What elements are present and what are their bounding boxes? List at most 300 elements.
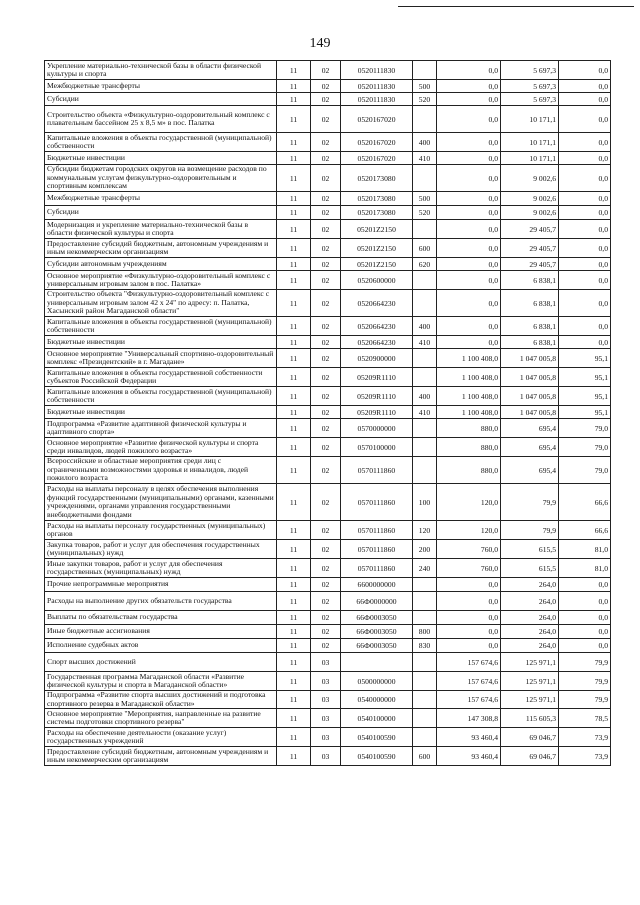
row-name-cell: Расходы на выплаты персоналу государственных (муниципальных) органов [45, 521, 277, 540]
table-row [45, 349, 611, 368]
row-percent-cell: 0,0 [559, 290, 611, 317]
row-subsection-cell: 02 [311, 559, 341, 578]
row-section-cell: 11 [277, 559, 311, 578]
row-expense-type-cell [413, 578, 437, 592]
row-subsection-cell: 02 [311, 93, 341, 106]
row-name-cell: Расходы на обеспечение деятельности (оказание услуг) государственных учреждений [45, 728, 277, 747]
row-plan-cell: 0,0 [437, 611, 501, 625]
row-section-cell: 11 [277, 639, 311, 653]
row-section-cell: 11 [277, 540, 311, 559]
row-percent-cell: 66,6 [559, 521, 611, 540]
row-percent-cell: 79,9 [559, 672, 611, 691]
row-percent-cell: 95,1 [559, 406, 611, 419]
row-percent-cell: 0,0 [559, 80, 611, 93]
row-percent-cell: 66,6 [559, 484, 611, 521]
row-percent-cell: 0,0 [559, 239, 611, 258]
table-row [45, 387, 611, 406]
row-name-cell: Модернизация и укрепление материально-технической базы в области физической культуры и спорта [45, 220, 277, 239]
row-target-article-cell: 05209R1110 [341, 387, 413, 406]
row-name-cell: Подпрограмма «Развитие адаптивной физической культуры и адаптивного спорта» [45, 419, 277, 438]
table-row [45, 540, 611, 559]
row-percent-cell: 0,0 [559, 93, 611, 106]
row-name-cell: Субсидии бюджетам городских округов на возмещение расходов по коммунальным услугам физкультурно-оздоровительным и спортивным комплексам [45, 165, 277, 192]
row-actual-cell: 6 838,1 [501, 271, 559, 290]
row-target-article-cell: 66Ф0003050 [341, 611, 413, 625]
table-row [45, 133, 611, 152]
row-expense-type-cell [413, 271, 437, 290]
table-row [45, 639, 611, 653]
row-actual-cell: 9 002,6 [501, 165, 559, 192]
row-expense-type-cell: 240 [413, 559, 437, 578]
row-expense-type-cell: 120 [413, 521, 437, 540]
row-target-article-cell: 0520173080 [341, 165, 413, 192]
row-target-article-cell: 0520664230 [341, 290, 413, 317]
row-actual-cell: 615,5 [501, 540, 559, 559]
table-row [45, 368, 611, 387]
row-target-article-cell: 05201Z2150 [341, 239, 413, 258]
row-expense-type-cell [413, 728, 437, 747]
row-section-cell: 11 [277, 653, 311, 672]
row-plan-cell: 880,0 [437, 419, 501, 438]
row-percent-cell: 0,0 [559, 61, 611, 80]
row-plan-cell: 147 308,8 [437, 709, 501, 728]
row-expense-type-cell [413, 368, 437, 387]
row-plan-cell: 120,0 [437, 521, 501, 540]
row-actual-cell: 264,0 [501, 578, 559, 592]
table-row [45, 220, 611, 239]
table-row [45, 578, 611, 592]
row-subsection-cell: 02 [311, 368, 341, 387]
row-name-cell: Всероссийские и областные мероприятия среди лиц с ограниченными возможностями здоровья и инвалидов, людей пожилого возраста [45, 457, 277, 484]
row-section-cell: 11 [277, 271, 311, 290]
row-actual-cell: 264,0 [501, 592, 559, 611]
table-row [45, 747, 611, 766]
row-expense-type-cell [413, 691, 437, 709]
row-target-article-cell: 0570100000 [341, 438, 413, 457]
row-name-cell: Основное мероприятие «Развитие физической культуры и спорта среди инвалидов, людей пожилого возраста» [45, 438, 277, 457]
row-target-article-cell: 0570000000 [341, 419, 413, 438]
row-actual-cell: 79,9 [501, 521, 559, 540]
row-plan-cell: 0,0 [437, 271, 501, 290]
row-name-cell: Капитальные вложения в объекты государственной собственности субъектов Российской Федерации [45, 368, 277, 387]
row-percent-cell: 0,0 [559, 152, 611, 165]
row-name-cell: Межбюджетные трансферты [45, 192, 277, 206]
table-row [45, 271, 611, 290]
row-plan-cell: 93 460,4 [437, 728, 501, 747]
row-plan-cell: 0,0 [437, 61, 501, 80]
row-plan-cell: 0,0 [437, 93, 501, 106]
row-section-cell: 11 [277, 484, 311, 521]
row-expense-type-cell [413, 419, 437, 438]
row-expense-type-cell [413, 61, 437, 80]
row-subsection-cell: 02 [311, 484, 341, 521]
row-plan-cell: 0,0 [437, 152, 501, 165]
row-plan-cell: 880,0 [437, 438, 501, 457]
row-actual-cell: 10 171,1 [501, 106, 559, 133]
table-row [45, 709, 611, 728]
row-name-cell: Прочие непрограммные мероприятия [45, 578, 277, 592]
row-expense-type-cell: 500 [413, 80, 437, 93]
row-plan-cell: 0,0 [437, 336, 501, 349]
row-section-cell: 11 [277, 592, 311, 611]
row-percent-cell: 79,0 [559, 457, 611, 484]
row-plan-cell: 0,0 [437, 206, 501, 220]
row-target-article-cell: 0570111860 [341, 521, 413, 540]
row-target-article-cell: 05209R1110 [341, 368, 413, 387]
row-percent-cell: 78,5 [559, 709, 611, 728]
row-actual-cell: 695,4 [501, 438, 559, 457]
row-actual-cell: 6 838,1 [501, 317, 559, 336]
row-percent-cell: 0,0 [559, 106, 611, 133]
row-name-cell: Основное мероприятие "Мероприятия, направленные на развитие системы подготовки спортивного резерва" [45, 709, 277, 728]
table-row [45, 728, 611, 747]
table-row [45, 152, 611, 165]
row-plan-cell: 0,0 [437, 592, 501, 611]
row-expense-type-cell: 800 [413, 625, 437, 639]
row-actual-cell: 6 838,1 [501, 336, 559, 349]
row-name-cell: Государственная программа Магаданской области «Развитие физической культуры и спорта в Магаданской области» [45, 672, 277, 691]
row-plan-cell: 0,0 [437, 106, 501, 133]
row-plan-cell: 0,0 [437, 133, 501, 152]
row-plan-cell: 880,0 [437, 457, 501, 484]
row-plan-cell: 0,0 [437, 192, 501, 206]
row-target-article-cell [341, 653, 413, 672]
table-row [45, 106, 611, 133]
row-section-cell: 11 [277, 317, 311, 336]
row-target-article-cell: 05201Z2150 [341, 220, 413, 239]
row-actual-cell: 695,4 [501, 419, 559, 438]
row-subsection-cell: 02 [311, 61, 341, 80]
row-actual-cell: 9 002,6 [501, 192, 559, 206]
row-actual-cell: 1 047 005,8 [501, 368, 559, 387]
row-name-cell: Подпрограмма «Развитие спорта высших достижений и подготовка спортивного резерва в Магаданской области» [45, 691, 277, 709]
row-plan-cell: 1 100 408,0 [437, 368, 501, 387]
row-name-cell: Субсидии [45, 206, 277, 220]
row-target-article-cell: 0520664230 [341, 336, 413, 349]
row-section-cell: 11 [277, 133, 311, 152]
row-name-cell: Расходы на выполнение других обязательств государства [45, 592, 277, 611]
row-target-article-cell: 0520900000 [341, 349, 413, 368]
row-subsection-cell: 02 [311, 133, 341, 152]
row-section-cell: 11 [277, 258, 311, 271]
row-subsection-cell: 02 [311, 336, 341, 349]
row-name-cell: Субсидии [45, 93, 277, 106]
row-actual-cell: 5 697,3 [501, 80, 559, 93]
row-section-cell: 11 [277, 106, 311, 133]
row-percent-cell: 0,0 [559, 133, 611, 152]
row-plan-cell: 0,0 [437, 290, 501, 317]
row-target-article-cell: 0520173080 [341, 192, 413, 206]
row-actual-cell: 264,0 [501, 625, 559, 639]
row-target-article-cell: 0520600000 [341, 271, 413, 290]
row-target-article-cell: 0540000000 [341, 691, 413, 709]
row-target-article-cell: 0540100590 [341, 747, 413, 766]
row-expense-type-cell: 200 [413, 540, 437, 559]
row-target-article-cell: 66Ф0003050 [341, 639, 413, 653]
row-subsection-cell: 02 [311, 578, 341, 592]
row-section-cell: 11 [277, 419, 311, 438]
row-name-cell: Строительство объекта «Физкультурно-оздоровительный комплекс с плавательным бассейном 25 х 8,5 м» в пос. Палатка [45, 106, 277, 133]
row-expense-type-cell: 400 [413, 387, 437, 406]
row-name-cell: Бюджетные инвестиции [45, 152, 277, 165]
page-number: 149 [309, 36, 331, 51]
row-target-article-cell: 0520167020 [341, 152, 413, 165]
row-percent-cell: 0,0 [559, 592, 611, 611]
row-section-cell: 11 [277, 368, 311, 387]
row-expense-type-cell: 410 [413, 336, 437, 349]
row-percent-cell: 95,1 [559, 387, 611, 406]
row-plan-cell: 1 100 408,0 [437, 349, 501, 368]
row-actual-cell: 125 971,1 [501, 653, 559, 672]
row-plan-cell: 0,0 [437, 220, 501, 239]
row-name-cell: Строительство объекта "Физкультурно-оздоровительный комплекс с универсальным игровым залом 42 х 24" по адресу: п. Палатка, Хасынский район Магаданской области" [45, 290, 277, 317]
row-subsection-cell: 02 [311, 258, 341, 271]
row-percent-cell: 79,9 [559, 653, 611, 672]
row-plan-cell: 0,0 [437, 165, 501, 192]
row-subsection-cell: 02 [311, 349, 341, 368]
row-expense-type-cell [413, 672, 437, 691]
table-row [45, 653, 611, 672]
row-expense-type-cell [413, 290, 437, 317]
row-percent-cell: 79,0 [559, 419, 611, 438]
table-row [45, 61, 611, 80]
row-subsection-cell: 02 [311, 639, 341, 653]
row-section-cell: 11 [277, 349, 311, 368]
row-section-cell: 11 [277, 406, 311, 419]
row-section-cell: 11 [277, 165, 311, 192]
table-row [45, 317, 611, 336]
row-actual-cell: 615,5 [501, 559, 559, 578]
row-actual-cell: 115 605,3 [501, 709, 559, 728]
row-plan-cell: 157 674,6 [437, 672, 501, 691]
row-actual-cell: 5 697,3 [501, 61, 559, 80]
table-row [45, 290, 611, 317]
row-section-cell: 11 [277, 206, 311, 220]
row-actual-cell: 125 971,1 [501, 691, 559, 709]
row-percent-cell: 0,0 [559, 611, 611, 625]
row-section-cell: 11 [277, 93, 311, 106]
table-row [45, 438, 611, 457]
table-row [45, 672, 611, 691]
row-percent-cell: 0,0 [559, 258, 611, 271]
row-subsection-cell: 02 [311, 80, 341, 93]
row-target-article-cell: 66Ф0003050 [341, 625, 413, 639]
row-percent-cell: 73,9 [559, 747, 611, 766]
row-subsection-cell: 02 [311, 220, 341, 239]
row-target-article-cell: 0570111860 [341, 540, 413, 559]
row-percent-cell: 0,0 [559, 220, 611, 239]
row-name-cell: Закупка товаров, работ и услуг для обеспечения государственных (муниципальных) нужд [45, 540, 277, 559]
row-actual-cell: 1 047 005,8 [501, 406, 559, 419]
row-section-cell: 11 [277, 457, 311, 484]
row-subsection-cell: 02 [311, 457, 341, 484]
row-actual-cell: 10 171,1 [501, 152, 559, 165]
row-expense-type-cell [413, 165, 437, 192]
row-target-article-cell: 6600000000 [341, 578, 413, 592]
row-expense-type-cell [413, 220, 437, 239]
row-section-cell: 11 [277, 691, 311, 709]
row-expense-type-cell: 100 [413, 484, 437, 521]
row-subsection-cell: 02 [311, 239, 341, 258]
row-expense-type-cell: 520 [413, 206, 437, 220]
row-plan-cell: 0,0 [437, 258, 501, 271]
row-expense-type-cell [413, 592, 437, 611]
row-plan-cell: 157 674,6 [437, 691, 501, 709]
row-expense-type-cell [413, 709, 437, 728]
row-section-cell: 11 [277, 192, 311, 206]
row-subsection-cell: 03 [311, 747, 341, 766]
row-expense-type-cell: 400 [413, 317, 437, 336]
row-expense-type-cell: 600 [413, 239, 437, 258]
row-name-cell: Межбюджетные трансферты [45, 80, 277, 93]
row-section-cell: 11 [277, 625, 311, 639]
table-row [45, 484, 611, 521]
row-subsection-cell: 02 [311, 592, 341, 611]
row-actual-cell: 125 971,1 [501, 672, 559, 691]
row-percent-cell: 0,0 [559, 192, 611, 206]
row-percent-cell: 79,9 [559, 691, 611, 709]
row-name-cell: Расходы на выплаты персоналу в целях обеспечения выполнения функций государственными (муниципальными) органами, казенными учреждениями, органами управления государственными внебюджетными фондами [45, 484, 277, 521]
row-name-cell: Предоставление субсидий бюджетным, автономным учреждениям и иным некоммерческим организациям [45, 239, 277, 258]
row-plan-cell: 0,0 [437, 578, 501, 592]
row-percent-cell: 81,0 [559, 559, 611, 578]
row-target-article-cell: 66Ф0000000 [341, 592, 413, 611]
row-expense-type-cell: 830 [413, 639, 437, 653]
row-subsection-cell: 03 [311, 728, 341, 747]
row-actual-cell: 1 047 005,8 [501, 349, 559, 368]
row-name-cell: Капитальные вложения в объекты государственной (муниципальной) собственности [45, 133, 277, 152]
row-actual-cell: 10 171,1 [501, 133, 559, 152]
row-name-cell: Выплаты по обязательствам государства [45, 611, 277, 625]
table-row [45, 521, 611, 540]
row-subsection-cell: 02 [311, 317, 341, 336]
row-actual-cell: 79,9 [501, 484, 559, 521]
row-section-cell: 11 [277, 80, 311, 93]
row-section-cell: 11 [277, 290, 311, 317]
row-name-cell: Капитальные вложения в объекты государственной (муниципальной) собственности [45, 387, 277, 406]
row-percent-cell: 0,0 [559, 639, 611, 653]
row-name-cell: Субсидии автономным учреждениям [45, 258, 277, 271]
row-section-cell: 11 [277, 220, 311, 239]
row-percent-cell: 0,0 [559, 625, 611, 639]
table-row [45, 192, 611, 206]
row-plan-cell: 760,0 [437, 540, 501, 559]
row-plan-cell: 0,0 [437, 317, 501, 336]
row-target-article-cell: 0520173080 [341, 206, 413, 220]
row-actual-cell: 29 405,7 [501, 239, 559, 258]
row-actual-cell: 1 047 005,8 [501, 387, 559, 406]
row-subsection-cell: 02 [311, 192, 341, 206]
row-actual-cell: 29 405,7 [501, 220, 559, 239]
row-expense-type-cell: 520 [413, 93, 437, 106]
row-subsection-cell: 02 [311, 611, 341, 625]
row-plan-cell: 1 100 408,0 [437, 387, 501, 406]
budget-table-body [45, 61, 611, 766]
table-row [45, 206, 611, 220]
row-section-cell: 11 [277, 152, 311, 165]
row-target-article-cell: 0570111860 [341, 457, 413, 484]
row-percent-cell: 0,0 [559, 271, 611, 290]
row-subsection-cell: 02 [311, 271, 341, 290]
row-subsection-cell: 03 [311, 691, 341, 709]
row-section-cell: 11 [277, 611, 311, 625]
row-plan-cell: 0,0 [437, 80, 501, 93]
row-expense-type-cell: 410 [413, 406, 437, 419]
row-name-cell: Предоставление субсидий бюджетным, автономным учреждениям и иным некоммерческим организациям [45, 747, 277, 766]
row-plan-cell: 0,0 [437, 639, 501, 653]
table-row [45, 165, 611, 192]
row-actual-cell: 9 002,6 [501, 206, 559, 220]
row-expense-type-cell [413, 653, 437, 672]
row-percent-cell: 0,0 [559, 317, 611, 336]
row-actual-cell: 264,0 [501, 639, 559, 653]
row-section-cell: 11 [277, 747, 311, 766]
row-expense-type-cell: 500 [413, 192, 437, 206]
row-percent-cell: 73,9 [559, 728, 611, 747]
table-row [45, 419, 611, 438]
row-name-cell: Основное мероприятие «Физкультурно-оздоровительный комплекс с универсальным игровым залом в пос. Палатка» [45, 271, 277, 290]
row-percent-cell: 0,0 [559, 578, 611, 592]
row-subsection-cell: 02 [311, 106, 341, 133]
table-row [45, 239, 611, 258]
table-row [45, 559, 611, 578]
row-expense-type-cell [413, 611, 437, 625]
row-plan-cell: 93 460,4 [437, 747, 501, 766]
table-row [45, 406, 611, 419]
row-section-cell: 11 [277, 672, 311, 691]
row-expense-type-cell [413, 457, 437, 484]
row-name-cell: Иные бюджетные ассигнования [45, 625, 277, 639]
row-expense-type-cell [413, 106, 437, 133]
row-plan-cell: 0,0 [437, 239, 501, 258]
table-row [45, 592, 611, 611]
row-name-cell: Укрепление материально-технической базы в области физической культуры и спорта [45, 61, 277, 80]
table-row [45, 611, 611, 625]
row-target-article-cell: 0570111860 [341, 559, 413, 578]
row-expense-type-cell [413, 438, 437, 457]
table-row [45, 691, 611, 709]
row-target-article-cell: 0540100000 [341, 709, 413, 728]
row-subsection-cell: 03 [311, 653, 341, 672]
top-rule [398, 6, 634, 7]
row-plan-cell: 120,0 [437, 484, 501, 521]
row-section-cell: 11 [277, 61, 311, 80]
row-section-cell: 11 [277, 709, 311, 728]
row-percent-cell: 79,0 [559, 438, 611, 457]
row-expense-type-cell [413, 349, 437, 368]
row-expense-type-cell: 600 [413, 747, 437, 766]
row-percent-cell: 95,1 [559, 368, 611, 387]
table-row [45, 336, 611, 349]
row-target-article-cell: 05209R1110 [341, 406, 413, 419]
row-actual-cell: 6 838,1 [501, 290, 559, 317]
row-percent-cell: 95,1 [559, 349, 611, 368]
row-subsection-cell: 02 [311, 206, 341, 220]
row-subsection-cell: 02 [311, 521, 341, 540]
row-plan-cell: 157 674,6 [437, 653, 501, 672]
row-actual-cell: 264,0 [501, 611, 559, 625]
row-subsection-cell: 02 [311, 152, 341, 165]
row-actual-cell: 5 697,3 [501, 93, 559, 106]
row-percent-cell: 81,0 [559, 540, 611, 559]
row-subsection-cell: 03 [311, 709, 341, 728]
row-section-cell: 11 [277, 521, 311, 540]
row-actual-cell: 695,4 [501, 457, 559, 484]
row-name-cell: Спорт высших достижений [45, 653, 277, 672]
row-target-article-cell: 0570111860 [341, 484, 413, 521]
table-row [45, 93, 611, 106]
row-target-article-cell: 0520111830 [341, 61, 413, 80]
